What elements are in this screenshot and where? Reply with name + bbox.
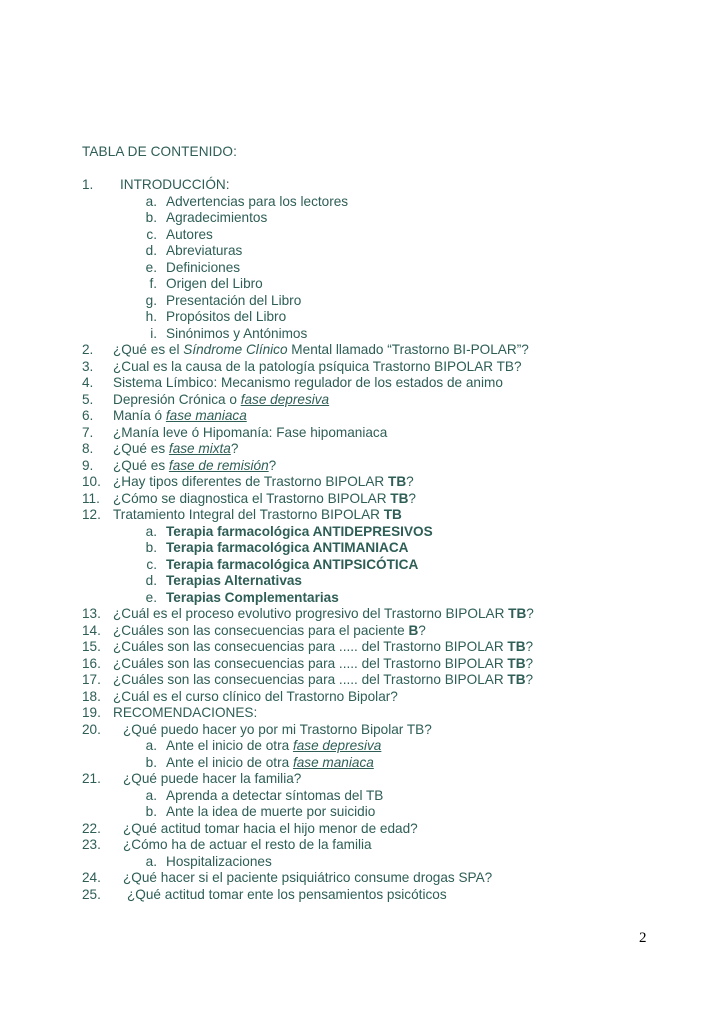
toc-number: 4. xyxy=(82,375,94,390)
toc-text xyxy=(113,656,533,673)
toc-text xyxy=(113,606,534,623)
sub-text: Origen del Libro xyxy=(166,276,263,291)
sub-letter: b. xyxy=(145,540,157,555)
toc-subitem xyxy=(82,755,682,772)
text-bold: TB xyxy=(383,507,402,522)
toc-text xyxy=(113,342,529,359)
toc-number: 2. xyxy=(82,342,94,357)
toc-text: ¿Qué actitud tomar hacia el hijo menor de edad? xyxy=(123,820,418,836)
toc-text: ¿Cual es la causa de la patología psíquica Trastorno BIPOLAR TB? xyxy=(113,358,522,374)
toc-subitem xyxy=(82,557,682,574)
toc-number: 14. xyxy=(82,622,101,638)
text-part: ? xyxy=(418,622,426,638)
text-part: Manía ó xyxy=(113,408,166,423)
toc-number: 13. xyxy=(82,606,101,621)
text-underlined: fase depresiva xyxy=(240,391,330,407)
text-bold: TB xyxy=(507,655,526,671)
text-bold: TB xyxy=(508,606,527,621)
toc-number: 5. xyxy=(82,391,94,407)
toc-text xyxy=(113,474,414,491)
text-part: ¿Qué es el xyxy=(113,342,184,357)
sub-text: Abreviaturas xyxy=(166,243,243,258)
toc-item-2 xyxy=(82,342,682,359)
sub-text: Terapia farmacológica ANTIDEPRESIVOS xyxy=(166,523,433,539)
text-bold: TB xyxy=(388,474,407,489)
toc-number: 8. xyxy=(82,441,94,456)
text-part: ¿Cuáles son las consecuencias para ..... del Trastorno BIPOLAR xyxy=(113,639,508,654)
text-underlined: fase maniaca xyxy=(292,754,374,770)
toc-number: 16. xyxy=(82,655,101,671)
toc-number: 23. xyxy=(82,837,101,852)
toc-subitem xyxy=(82,573,682,590)
text-underlined: fase de remisión xyxy=(168,457,269,473)
sub-letter: e. xyxy=(145,259,157,275)
toc-text xyxy=(113,507,402,524)
toc-text xyxy=(113,639,533,656)
text-part: ? xyxy=(230,441,239,456)
toc-item-24 xyxy=(82,870,682,887)
toc-number: 7. xyxy=(82,424,94,440)
text-part: ? xyxy=(406,474,414,489)
text-part: Mental llamado “Trastorno BI-POLAR”? xyxy=(287,342,529,357)
toc-item-15 xyxy=(82,639,682,656)
sub-letter: b. xyxy=(145,210,157,225)
sub-text: Autores xyxy=(166,226,213,242)
toc-text xyxy=(113,458,276,475)
sub-text: Advertencias para los lectores xyxy=(166,193,349,209)
toc-item-20 xyxy=(82,722,682,739)
text-part: ¿Cuáles son las consecuencias para ..... del Trastorno BIPOLAR xyxy=(113,655,508,671)
sub-text: Ante la idea de muerte por suicidio xyxy=(166,804,376,819)
toc-text xyxy=(113,441,238,458)
toc-number: 18. xyxy=(82,688,101,704)
sub-letter: a. xyxy=(145,523,157,539)
text-bold: TB xyxy=(507,672,526,687)
toc-item-22 xyxy=(82,821,682,838)
toc-subitem xyxy=(82,854,682,871)
toc-number: 3. xyxy=(82,358,94,374)
toc-text: ¿Qué puede hacer la familia? xyxy=(123,771,302,786)
toc-text: INTRODUCCIÓN: xyxy=(120,177,230,192)
toc-item-17 xyxy=(82,672,682,689)
toc-number: 17. xyxy=(82,672,101,687)
toc-number: 15. xyxy=(82,639,101,654)
toc-subitem xyxy=(82,260,682,277)
toc-subitem xyxy=(82,227,682,244)
text-part: ? xyxy=(408,490,416,506)
sub-letter: a. xyxy=(145,853,157,869)
toc-number: 20. xyxy=(82,721,101,737)
toc-text: ¿Cuál es el curso clínico del Trastorno Bipolar? xyxy=(113,688,398,704)
toc-text xyxy=(113,672,533,689)
toc-item-16 xyxy=(82,656,682,673)
sub-text: Terapias Alternativas xyxy=(166,573,302,588)
text-part: ¿Qué es xyxy=(113,441,169,456)
table-of-contents xyxy=(82,177,682,903)
toc-subitem xyxy=(82,738,682,755)
text-bold: TB xyxy=(390,490,409,506)
toc-item-4 xyxy=(82,375,682,392)
sub-letter: e. xyxy=(145,589,157,605)
text-part: ? xyxy=(268,457,277,473)
toc-number: 25. xyxy=(82,886,101,902)
toc-number: 1. xyxy=(82,177,94,192)
toc-text: ¿Qué puedo hacer yo por mi Trastorno Bipolar TB? xyxy=(123,721,432,737)
sub-letter: b. xyxy=(145,804,157,819)
text-part: ¿Cómo se diagnostica el Trastorno BIPOLAR xyxy=(113,490,391,506)
sub-text: Terapias Complementarias xyxy=(166,589,339,605)
toc-subitem xyxy=(82,243,682,260)
toc-item-25 xyxy=(82,887,682,904)
toc-text: ¿Qué actitud tomar ente los pensamientos psicóticos xyxy=(127,886,447,902)
sub-letter: d. xyxy=(145,573,157,588)
sub-letter: c. xyxy=(146,556,157,572)
toc-number: 19. xyxy=(82,705,101,720)
sub-text: Presentación del Libro xyxy=(166,292,302,308)
toc-item-6 xyxy=(82,408,682,425)
toc-item-7 xyxy=(82,425,682,442)
text-part: ¿Cuál es el proceso evolutivo progresivo del Trastorno BIPOLAR xyxy=(113,606,509,621)
text-part: ¿Cuáles son las consecuencias para el paciente xyxy=(113,622,409,638)
text-bold: B xyxy=(408,622,419,638)
toc-number: 12. xyxy=(82,507,101,522)
text-part: ? xyxy=(525,672,534,687)
toc-item-3 xyxy=(82,359,682,376)
text-underlined: fase depresiva xyxy=(292,738,382,753)
toc-item-11 xyxy=(82,491,682,508)
sub-text: Terapia farmacológica ANTIPSICÓTICA xyxy=(166,556,419,572)
toc-subitem xyxy=(82,293,682,310)
toc-item-8 xyxy=(82,441,682,458)
text-part: Tratamiento Integral del Trastorno BIPOLAR xyxy=(113,507,384,522)
sub-text: Aprenda a detectar síntomas del TB xyxy=(166,787,384,803)
toc-text: RECOMENDACIONES: xyxy=(113,705,258,720)
toc-text: ¿Manía leve ó Hipomanía: Fase hipomaniaca xyxy=(113,424,388,440)
text-part: ¿Qué es xyxy=(113,457,169,473)
toc-item-10 xyxy=(82,474,682,491)
sub-letter: i. xyxy=(150,325,157,341)
text-part: Depresión Crónica o xyxy=(113,391,241,407)
sub-text: Sinónimos y Antónimos xyxy=(166,325,308,341)
toc-item-21 xyxy=(82,771,682,788)
toc-text xyxy=(113,623,426,640)
toc-subitem xyxy=(82,326,682,343)
text-part: ? xyxy=(525,639,534,654)
toc-text xyxy=(113,491,416,508)
toc-text xyxy=(113,408,247,425)
text-part: ¿Cuáles son las consecuencias para ..... del Trastorno BIPOLAR xyxy=(113,672,508,687)
toc-subitem xyxy=(82,788,682,805)
toc-subitem xyxy=(82,590,682,607)
sub-text: Propósitos del Libro xyxy=(166,309,287,324)
toc-number: 10. xyxy=(82,474,101,489)
toc-item-9 xyxy=(82,458,682,475)
toc-text xyxy=(113,392,329,409)
toc-subitem xyxy=(82,276,682,293)
toc-item-23 xyxy=(82,837,682,854)
toc-subitem xyxy=(82,309,682,326)
text-part: ¿Hay tipos diferentes de Trastorno BIPOLAR xyxy=(113,474,389,489)
toc-item-12 xyxy=(82,507,682,524)
text-underlined: fase mixta xyxy=(168,441,231,456)
toc-subitem xyxy=(82,194,682,211)
toc-text: ¿Cómo ha de actuar el resto de la familia xyxy=(123,837,372,852)
sub-text xyxy=(166,755,374,772)
sub-text: Terapia farmacológica ANTIMANIACA xyxy=(166,540,409,555)
sub-letter: h. xyxy=(145,309,157,324)
text-part: Ante el inicio de otra xyxy=(166,754,293,770)
text-part: ? xyxy=(525,655,534,671)
sub-text: Hospitalizaciones xyxy=(166,853,272,869)
toc-number: 22. xyxy=(82,820,101,836)
text-part: Ante el inicio de otra xyxy=(166,738,293,753)
toc-title: TABLA DE CONTENIDO: xyxy=(82,144,237,159)
sub-letter: a. xyxy=(145,193,157,209)
text-italic: Síndrome Clínico xyxy=(183,342,288,357)
toc-number: 6. xyxy=(82,408,94,423)
toc-subitem xyxy=(82,210,682,227)
toc-number: 24. xyxy=(82,870,101,885)
text-bold: TB xyxy=(507,639,526,654)
sub-text xyxy=(166,738,381,755)
toc-subitem xyxy=(82,804,682,821)
sub-text: Definiciones xyxy=(166,259,241,275)
toc-item-13 xyxy=(82,606,682,623)
sub-letter: d. xyxy=(145,243,157,258)
sub-letter: g. xyxy=(145,292,157,308)
sub-letter: a. xyxy=(145,738,157,753)
toc-item-19 xyxy=(82,705,682,722)
toc-number: 9. xyxy=(82,457,94,473)
toc-item-1 xyxy=(82,177,682,194)
toc-number: 11. xyxy=(82,490,100,506)
sub-text: Agradecimientos xyxy=(166,210,268,225)
sub-letter: c. xyxy=(146,226,157,242)
text-part: ? xyxy=(526,606,534,621)
page-number: 2 xyxy=(639,930,647,946)
toc-item-14 xyxy=(82,623,682,640)
toc-text: Sistema Límbico: Mecanismo regulador de los estados de animo xyxy=(113,375,503,390)
toc-subitem xyxy=(82,524,682,541)
toc-item-5 xyxy=(82,392,682,409)
sub-letter: b. xyxy=(145,754,157,770)
text-underlined: fase maniaca xyxy=(165,408,247,423)
sub-letter: f. xyxy=(149,276,157,291)
sub-letter: a. xyxy=(145,787,157,803)
toc-text: ¿Qué hacer si el paciente psiquiátrico consume drogas SPA? xyxy=(123,870,493,885)
toc-subitem xyxy=(82,540,682,557)
toc-item-18 xyxy=(82,689,682,706)
toc-number: 21. xyxy=(82,771,101,786)
